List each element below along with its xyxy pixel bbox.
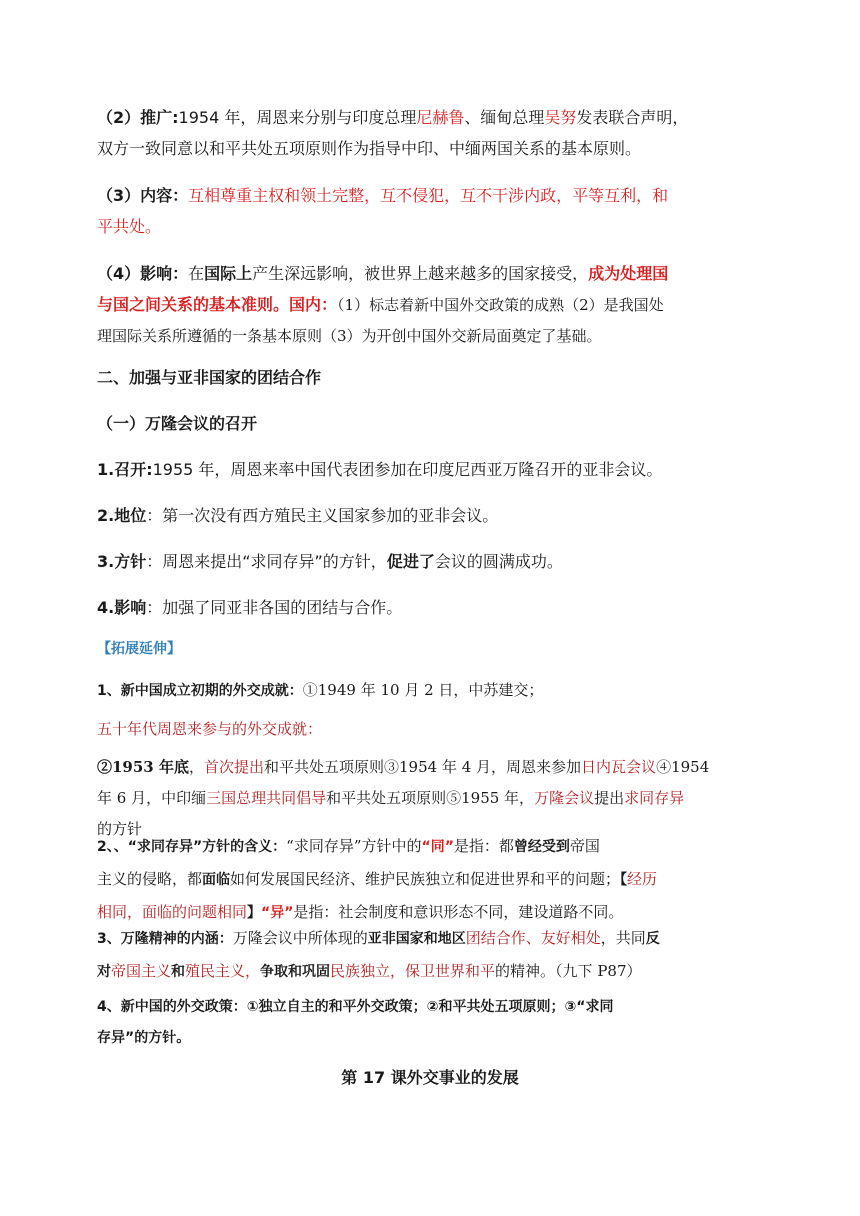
highlight: 民族独立，保卫世界和平 (330, 962, 496, 980)
label: 2.地位 (97, 506, 147, 525)
text-bold: 【 (620, 872, 628, 888)
text: 提出 (594, 789, 625, 807)
highlight-five-principles-end: 平共处。 (97, 217, 162, 236)
label-content: （3）内容： (97, 186, 189, 205)
highlight: “同” (421, 839, 454, 855)
highlight: “异” (261, 905, 294, 921)
text: 会议的圆满成功。 (434, 552, 563, 571)
text: 和平共处五项原则③1954 年 4 月，周恩来参加 (264, 758, 582, 776)
lesson-title: 第 17 课外交事业的发展 (341, 1068, 519, 1087)
text: 在 (188, 264, 205, 283)
item-status (97, 500, 737, 531)
item-convene (97, 454, 737, 485)
text: 4、新中国的外交政策：①独立自主的和平外交政策；②和平共处五项原则；③“求同 (97, 999, 614, 1015)
extension-heading: 【拓展延伸】 (97, 641, 181, 657)
text: 年 6 月，中印缅 (97, 789, 207, 807)
text: ：第一次没有西方殖民主义国家参加的亚非会议。 (146, 506, 499, 525)
highlight: 经历 (627, 870, 658, 888)
text-bold: 面临 (202, 872, 231, 888)
text: 1955 年，周恩来率中国代表团参加在印度尼西亚万隆召开的亚非会议。 (152, 460, 663, 479)
label: 4.影响 (97, 598, 147, 617)
highlight-nehru: 尼赫鲁 (416, 108, 465, 127)
text: ，共同 (600, 929, 646, 947)
label: 2、、“求同存异”方针的含义： (97, 839, 287, 855)
text: 双方一致同意以和平共处五项原则作为指导中印、中缅两国关系的基本原则。 (97, 139, 642, 158)
ext-item-4 (97, 992, 737, 1054)
ext-item-1 (97, 674, 737, 707)
item-policy (97, 546, 737, 577)
highlight-five-principles: 互相尊重主权和领土完整，互不侵犯，互不干涉内政，平等互利，和 (188, 186, 669, 205)
paragraph-promotion (97, 102, 737, 164)
text: ①1949 年 10 月 2 日，中苏建交； (302, 681, 544, 699)
text-bold: 促进了 (386, 552, 435, 571)
text: ④1954 (656, 758, 710, 776)
text: 是指：社会制度和意识形态不同，建设道路不同。 (293, 903, 624, 921)
item-influence (97, 592, 737, 623)
highlight-norm: 成为处理国 (588, 264, 669, 283)
text-bold: 对 (97, 964, 111, 980)
text-bold: 】 (247, 905, 262, 921)
text: （1）标志着新中国外交政策的成熟（2）是我国处 (337, 296, 664, 314)
text: 存异”的方针。 (97, 1030, 191, 1046)
text: 和平共处五项原则⑤1955 年， (326, 789, 535, 807)
highlight: 求同存异 (624, 789, 685, 807)
text: 是指：都 (453, 837, 514, 855)
text: 、缅甸总理 (464, 108, 545, 127)
highlight: 相同，面临的问题相同 (97, 903, 248, 921)
highlight: 首次提出 (204, 758, 265, 776)
text-bold: 和 (171, 964, 186, 980)
label: 1.召开: (97, 460, 153, 479)
text: 产生深远影响，被世界上越来越多的国家接受， (252, 264, 589, 283)
text-bold: 争取和巩固 (260, 964, 331, 980)
subsection-heading: （一）万隆会议的召开 (97, 414, 258, 433)
highlight-unu: 吴努 (544, 108, 577, 127)
label-domestic: 国内： (289, 295, 338, 314)
text: 发表联合声明， (576, 108, 689, 127)
label: 1、新中国成立初期的外交成就： (97, 683, 303, 699)
highlight: 团结合作、友好相处 (465, 929, 601, 947)
text-bold: 反 (645, 931, 660, 947)
ext-item-2 (97, 830, 737, 929)
text-bold: 曾经受到 (513, 839, 570, 855)
text: 万隆会议中所体现的 (232, 929, 368, 947)
highlight: 殖民主义， (185, 962, 261, 980)
text: 的方针 (97, 820, 143, 838)
label-influence: （4）影响： (97, 264, 189, 283)
text-bold: 国际上 (204, 264, 253, 283)
text-bold: 亚非国家和地区 (367, 931, 466, 947)
text: 的精神。（九下 P87） (495, 962, 642, 980)
ext-item-3 (97, 922, 737, 988)
text: 如何发展国民经济、维护民族独立和促进世界和平的问题； (230, 870, 621, 888)
label-promotion: （2）推广: (97, 108, 179, 127)
highlight-norm-end: 与国之间关系的基本准则。 (97, 295, 290, 314)
text-bold: ②1953 年底 (97, 758, 189, 776)
section-heading: 二、加强与亚非国家的团结合作 (97, 368, 322, 387)
text: ：加强了同亚非各国的团结与合作。 (146, 598, 403, 617)
highlight: 三国总理共同倡导 (206, 789, 327, 807)
highlight: 帝国主义 (111, 962, 172, 980)
paragraph-content (97, 180, 737, 242)
label: 3、万隆精神的内涵： (97, 931, 233, 947)
text: “求同存异”方针中的 (286, 837, 422, 855)
text: 主义的侵略，都 (97, 870, 203, 888)
text: 1954 年，周恩来分别与印度总理 (178, 108, 417, 127)
label: 3.方针 (97, 552, 147, 571)
text: ：周恩来提出“求同存异”的方针， (146, 552, 387, 571)
text: ， (188, 758, 204, 776)
highlight: 日内瓦会议 (581, 758, 657, 776)
paragraph-influence (97, 258, 737, 352)
text: 理国际关系所遵循的一条基本原则（3）为开创中国外交新局面奠定了基础。 (97, 327, 602, 345)
text: 帝国 (569, 837, 600, 855)
highlight: 万隆会议 (534, 789, 595, 807)
ext-subheading: 五十年代周恩来参与的外交成就： (97, 720, 323, 738)
